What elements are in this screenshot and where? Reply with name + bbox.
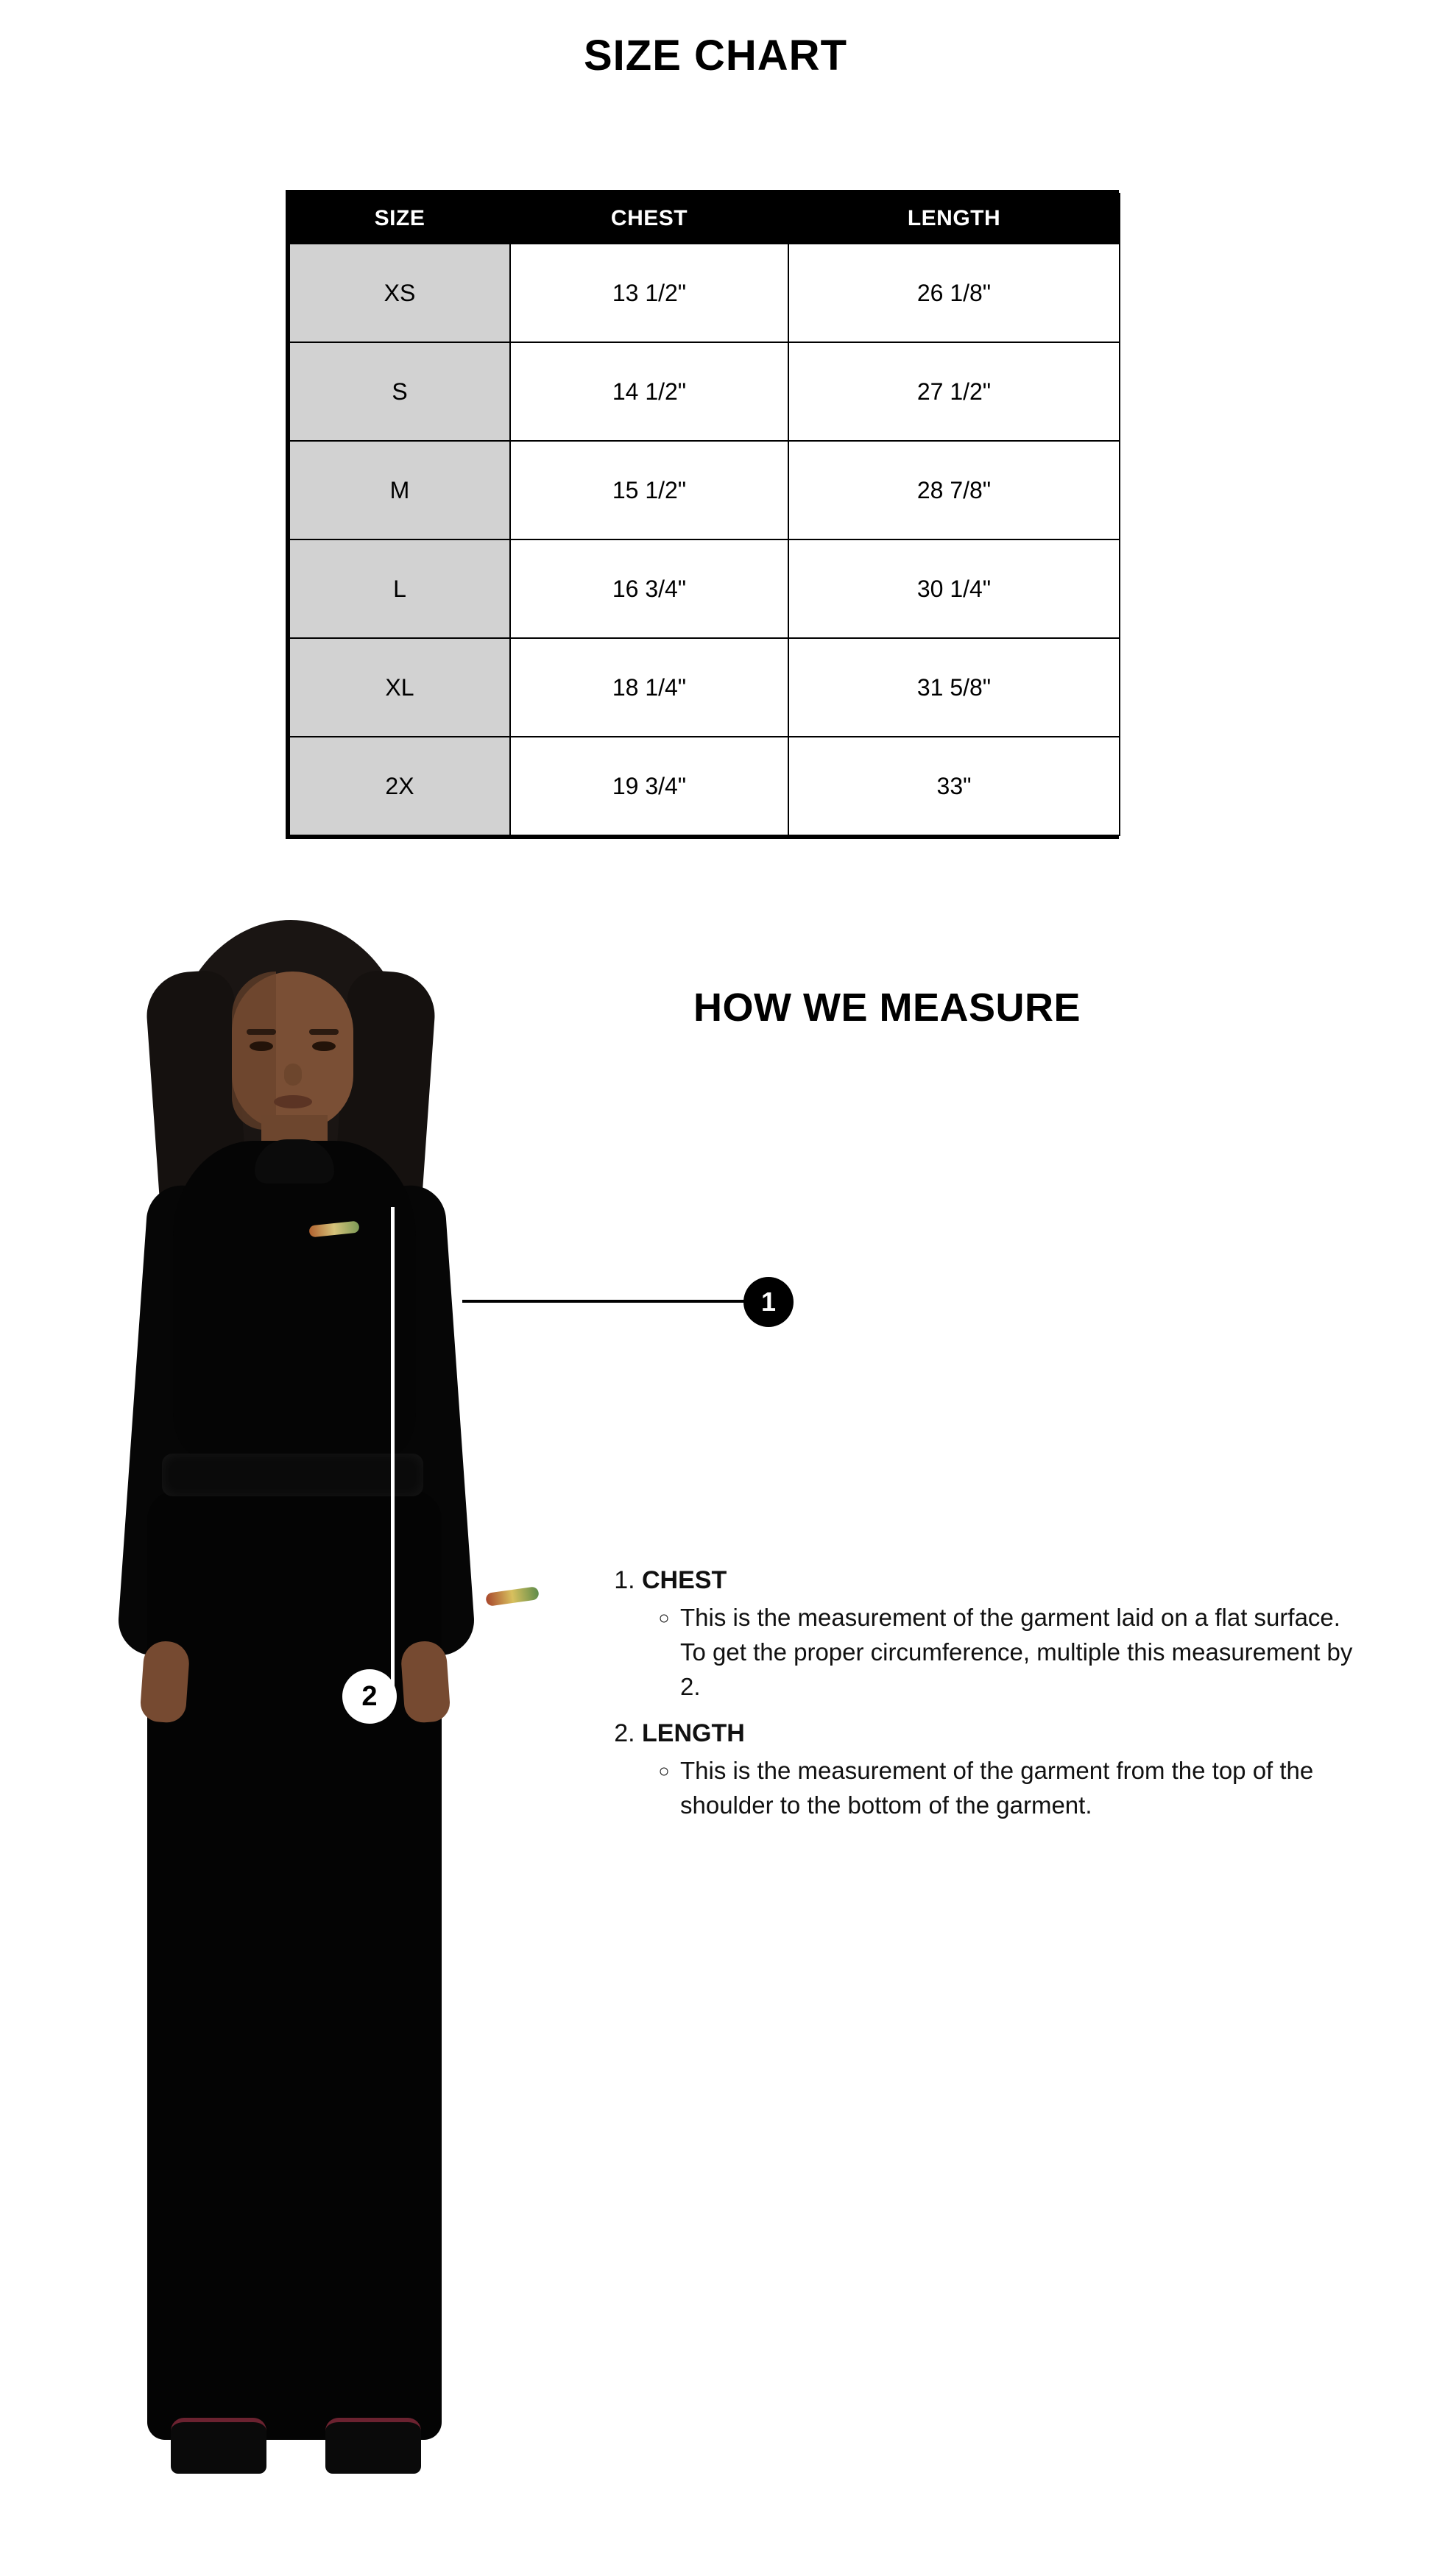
measurement-description-chest: ◦ This is the measurement of the garment laid on a flat surface. To get the proper circumference, multiple this measurement by 2. — [680, 1601, 1357, 1705]
model-nose — [284, 1064, 302, 1086]
cell-size: L — [289, 539, 510, 638]
model-brow-right — [309, 1029, 339, 1035]
column-header-size: SIZE — [289, 194, 510, 244]
column-header-chest: CHEST — [510, 194, 788, 244]
model-photo — [44, 905, 574, 2576]
cell-length: 26 1/8" — [788, 244, 1120, 342]
measurement-description-length: ◦ This is the measurement of the garment from the top of the shoulder to the bottom of the garment. — [680, 1754, 1357, 1823]
cell-chest: 16 3/4" — [510, 539, 788, 638]
cell-chest: 18 1/4" — [510, 638, 788, 737]
measurement-definitions — [611, 1564, 1362, 1836]
cell-chest: 13 1/2" — [510, 244, 788, 342]
callout-2-leader-line — [391, 1207, 395, 1700]
garment-waistband — [162, 1454, 423, 1496]
cell-length: 33" — [788, 737, 1120, 835]
table-row — [289, 244, 1120, 342]
cell-chest: 19 3/4" — [510, 737, 788, 835]
model-lips — [274, 1095, 312, 1108]
table-row — [289, 441, 1120, 539]
garment-collar — [255, 1139, 334, 1183]
table-row — [289, 539, 1120, 638]
cell-size: XL — [289, 638, 510, 737]
table-row — [289, 342, 1120, 441]
cell-size: 2X — [289, 737, 510, 835]
size-chart-table — [289, 193, 1120, 836]
model-shoe-left — [171, 2418, 266, 2474]
measurement-item-chest — [642, 1564, 1362, 1704]
table-row — [289, 737, 1120, 835]
table-header-row — [289, 194, 1120, 244]
callout-badge-chest: 1 — [743, 1277, 794, 1327]
cell-size: XS — [289, 244, 510, 342]
garment-bodysuit — [173, 1141, 416, 1457]
table-row — [289, 638, 1120, 737]
model-hand-right — [400, 1640, 451, 1724]
cell-size: S — [289, 342, 510, 441]
cell-chest: 14 1/2" — [510, 342, 788, 441]
model-face-shadow — [232, 972, 276, 1130]
model-brow-left — [247, 1029, 276, 1035]
cell-size: M — [289, 441, 510, 539]
cell-chest: 15 1/2" — [510, 441, 788, 539]
measurement-label-chest: CHEST — [642, 1566, 727, 1594]
cell-length: 30 1/4" — [788, 539, 1120, 638]
cell-length: 27 1/2" — [788, 342, 1120, 441]
column-header-length: LENGTH — [788, 194, 1120, 244]
cell-length: 28 7/8" — [788, 441, 1120, 539]
page-title: SIZE CHART — [584, 32, 847, 79]
measurement-item-length — [642, 1717, 1362, 1823]
model-eye-right — [312, 1041, 336, 1051]
model-eye-left — [250, 1041, 273, 1051]
model-shoe-right — [325, 2418, 421, 2474]
size-chart-table-container — [286, 190, 1119, 839]
cell-length: 31 5/8" — [788, 638, 1120, 737]
callout-badge-length: 2 — [342, 1669, 397, 1724]
callout-1-leader-line — [462, 1300, 751, 1303]
measurement-label-length: LENGTH — [642, 1719, 745, 1748]
brand-logo-pants-icon — [485, 1586, 540, 1607]
model-hand-left — [139, 1640, 191, 1724]
how-we-measure-title: HOW WE MEASURE — [693, 986, 1081, 1030]
garment-sweatpants — [147, 1490, 442, 2440]
